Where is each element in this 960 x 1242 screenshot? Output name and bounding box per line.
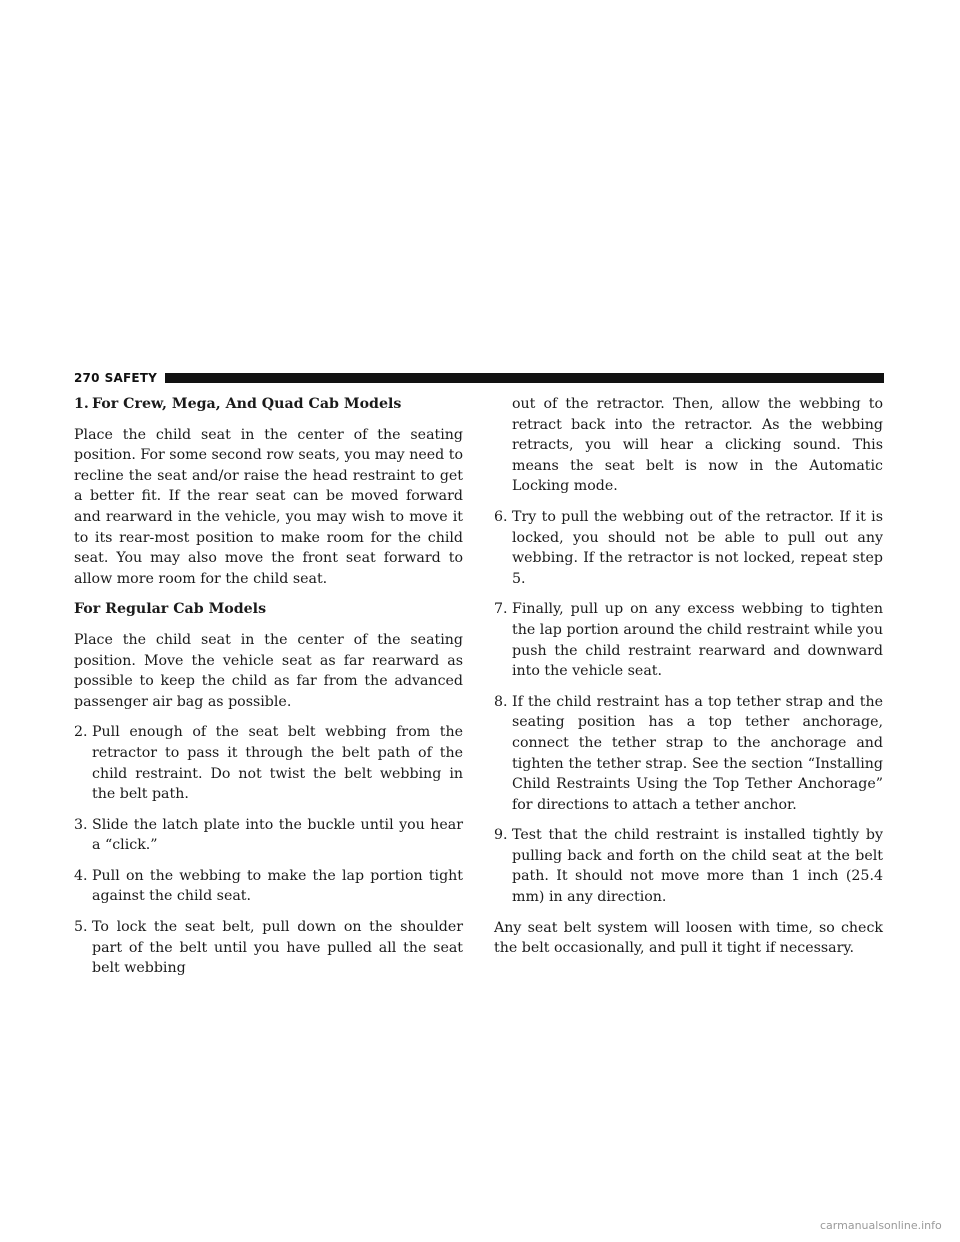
step-number: 9. xyxy=(494,827,508,844)
step-6 xyxy=(494,507,883,589)
step-number: 5. xyxy=(74,919,88,936)
step-5 xyxy=(74,917,463,979)
step-text: Pull on the webbing to make the lap portion tight against the child seat. xyxy=(92,867,463,905)
page-header xyxy=(74,371,884,385)
step-number: 6. xyxy=(494,508,508,525)
step-9 xyxy=(494,825,883,907)
step-text: If the child restraint has a top tether strap and the seating position has a top tether anchorage, connect the tether strap to the anchorage and tighten the tether strap. See the section “Installing Child Restraints Using the Top Tether Anchorage” for directions to attach a tether anchor. xyxy=(512,693,883,813)
step-number: 2. xyxy=(74,724,88,741)
step-number: 4. xyxy=(74,867,88,884)
step-4 xyxy=(74,866,463,907)
step-7 xyxy=(494,599,883,681)
closing-paragraph: Any seat belt system will loosen with time, so check the belt occasionally, and pull it tight if necessary. xyxy=(494,919,883,957)
right-column xyxy=(494,394,883,969)
step-text: Pull enough of the seat belt webbing from the retractor to pass it through the belt path of the child restraint. Do not twist the belt webbing in the belt path. xyxy=(92,724,463,803)
step-number: 8. xyxy=(494,693,508,710)
step-number: 1. xyxy=(74,396,89,412)
header-rule xyxy=(165,373,884,383)
left-column xyxy=(74,394,463,989)
step-5-continuation: out of the retractor. Then, allow the webbing to retract back into the retractor. As the webbing retracts, you will hear a clicking sound. This means the seat belt is now in the Automatic Locking mode. xyxy=(512,396,883,495)
step-8 xyxy=(494,692,883,816)
step-2 xyxy=(74,722,463,804)
running-header xyxy=(74,371,157,385)
regular-cab-paragraph: Place the child seat in the center of the seating position. Move the vehicle seat as far rearward as possible to keep the child as far from the advanced passenger air bag as possible. xyxy=(74,631,463,710)
step-number: 7. xyxy=(494,601,508,618)
watermark: carmanualsonline.info xyxy=(820,1219,942,1232)
step-text: Test that the child restraint is installed tightly by pulling back and forth on the child seat at the belt path. It should not move more than 1 inch (25.4 mm) in any direction. xyxy=(512,827,883,906)
section-title: SAFETY xyxy=(104,371,158,385)
step-text: Finally, pull up on any excess webbing to tighten the lap portion around the child restraint while you push the child restraint rearward and downward into the vehicle seat. xyxy=(512,601,883,680)
step-3 xyxy=(74,815,463,856)
regular-cab-heading: For Regular Cab Models xyxy=(74,601,267,618)
step-heading-text: For Crew, Mega, And Quad Cab Models xyxy=(92,396,402,412)
page-number: 270 xyxy=(74,371,100,385)
step-text: To lock the seat belt, pull down on the shoulder part of the belt until you have pulled all the seat belt webbing xyxy=(92,919,463,977)
step-1-heading xyxy=(74,394,463,415)
step-text: Try to pull the webbing out of the retractor. If it is locked, you should not be able to pull out any webbing. If the retractor is not locked, repeat step 5. xyxy=(512,508,883,587)
crew-cab-paragraph: Place the child seat in the center of the seating position. For some second row seats, you may need to recline the seat and/or raise the head restraint to get a better fit. If the rear seat can be moved forward and rearward in the vehicle, you may wish to move it to its rear-most position to make room for the child seat. You may also move the front seat forward to allow more room for the child seat. xyxy=(74,426,463,587)
step-number: 3. xyxy=(74,816,88,833)
step-text: Slide the latch plate into the buckle until you hear a “click.” xyxy=(92,816,463,854)
